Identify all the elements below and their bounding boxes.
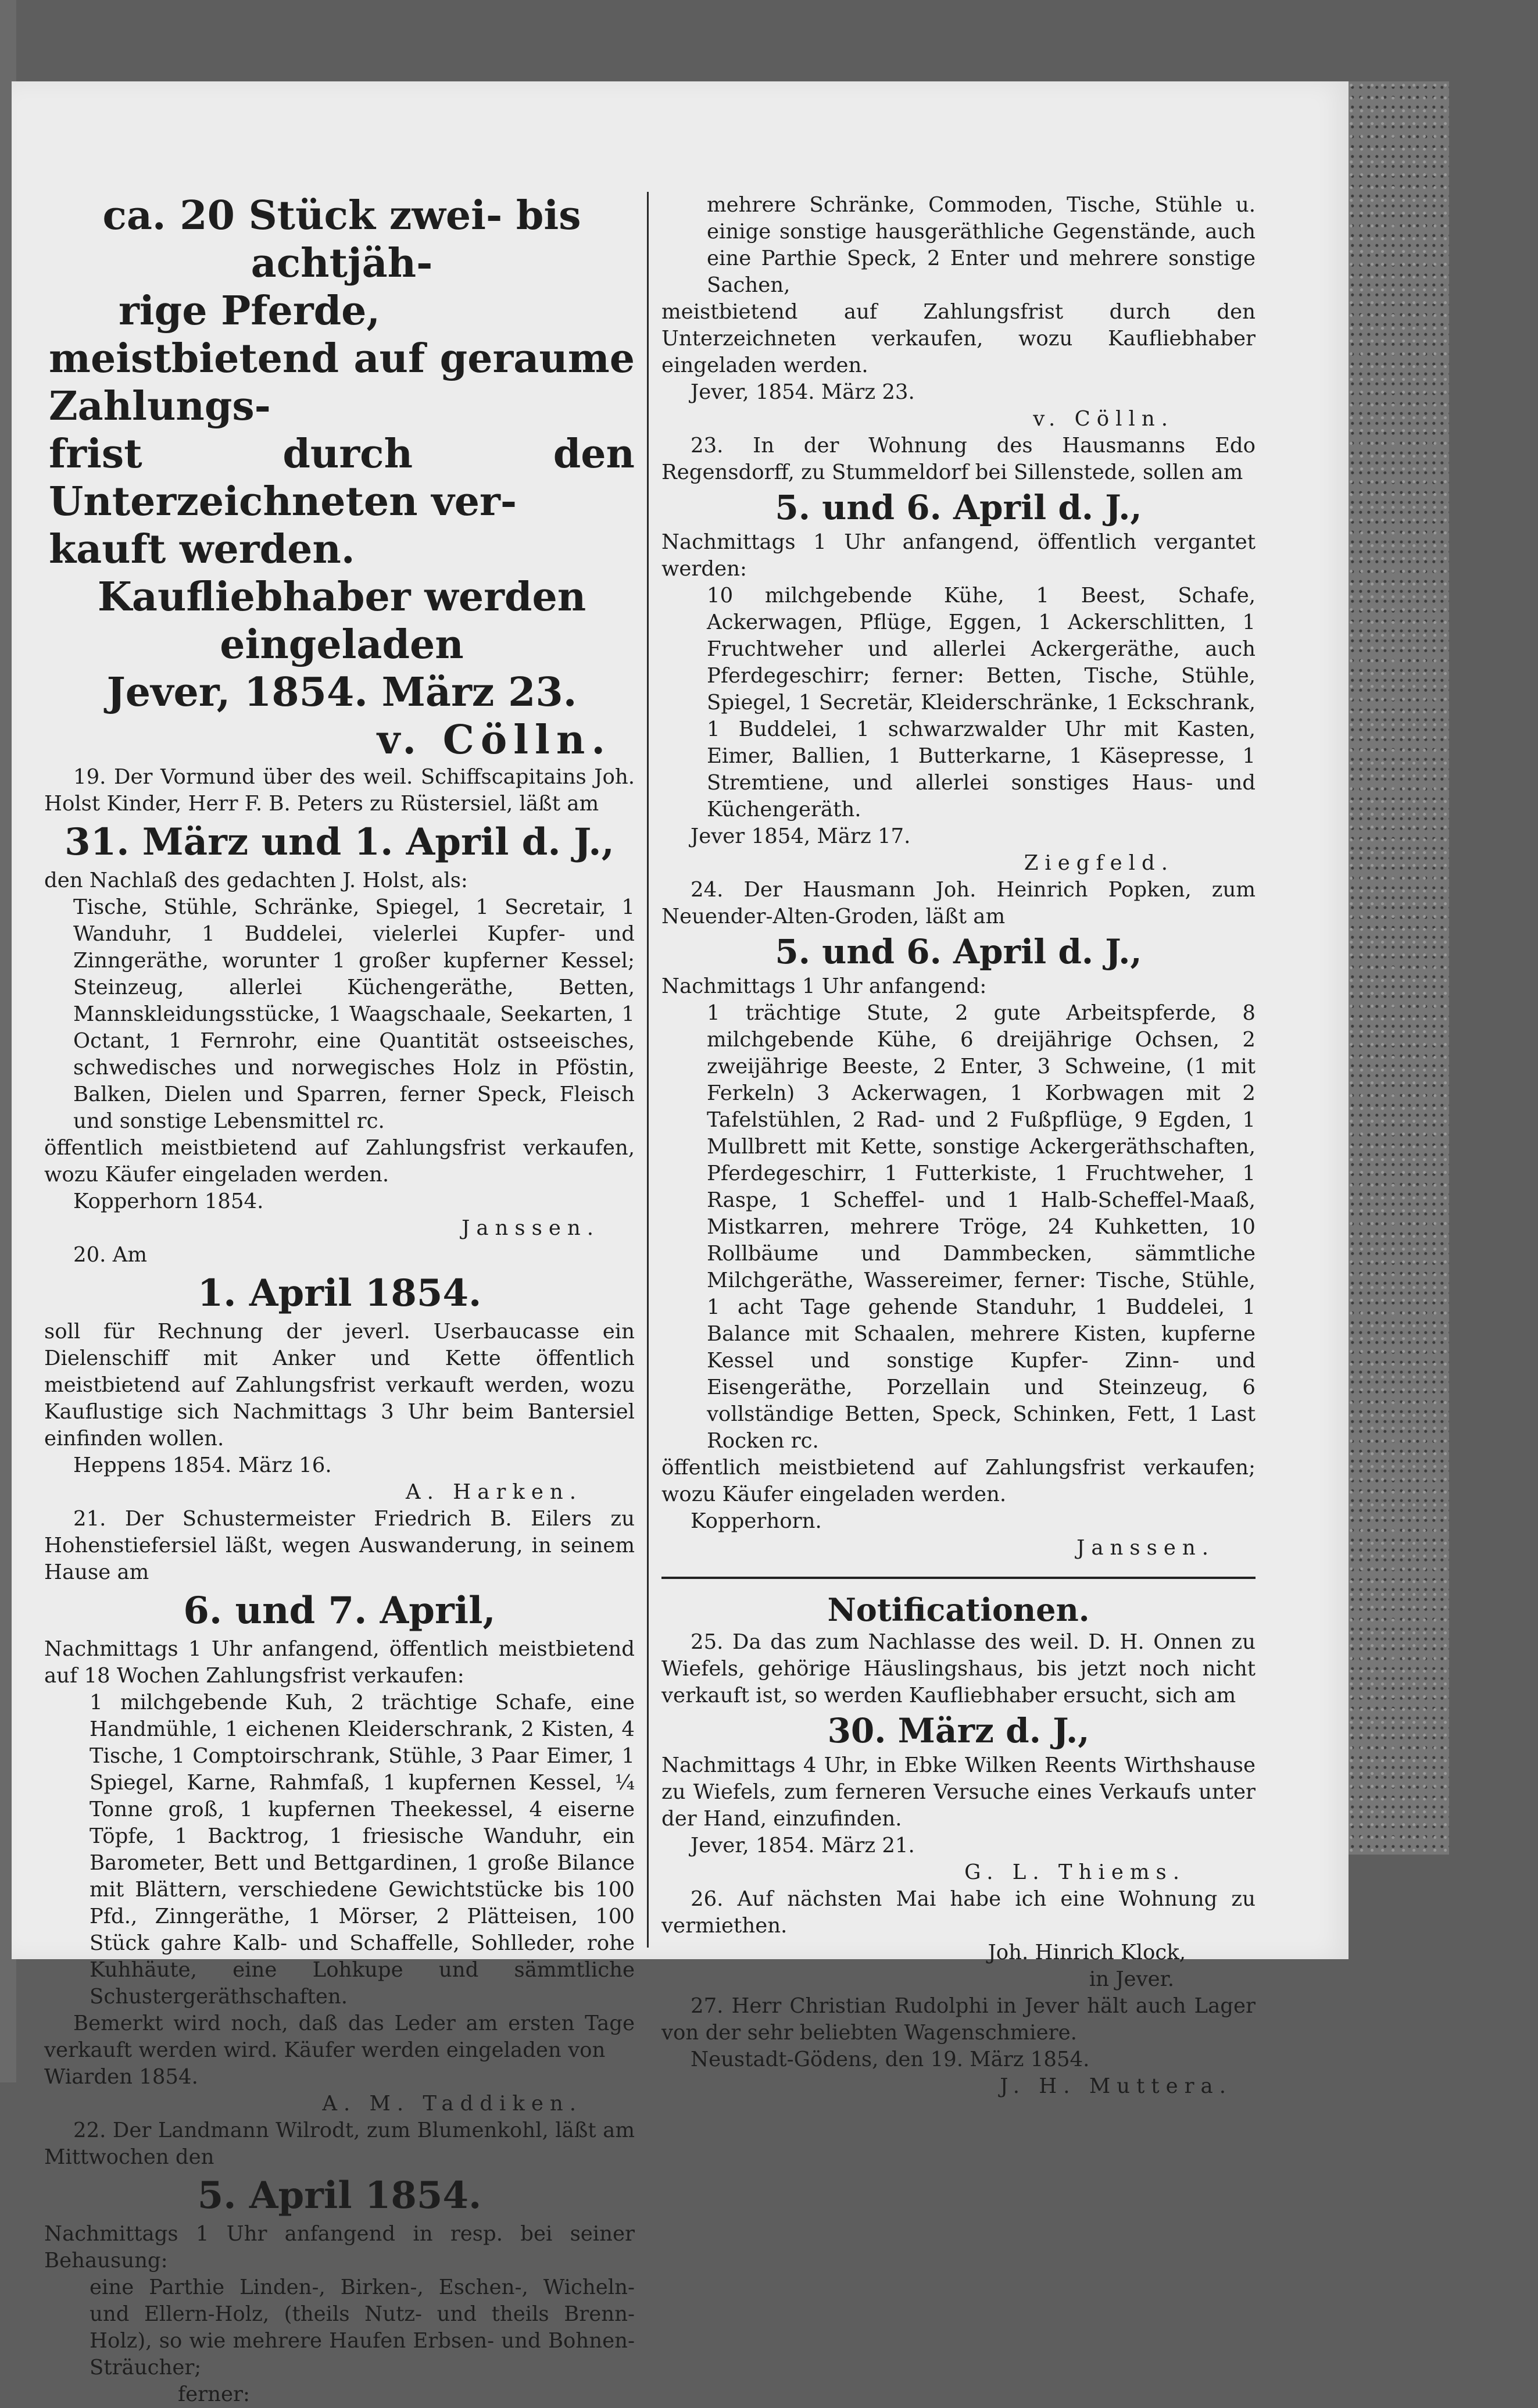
notice-18-line-1: ca. 20 Stück zwei- bis achtjäh- — [102, 192, 581, 287]
notice-25-text: Nachmittags 4 Uhr, in Ebke Wilken Reents Wirthshause zu Wiefels, zum ferneren Versuche eines Verkaufs unter der Hand, einzufinden. — [661, 1753, 1256, 1831]
notice-20-text: soll für Rechnung der jeverl. Userbaucasse ein Dielenschiff mit Anker und Kette öffentlich meistbietend auf Zahlungsfrist verkauft werden, wozu Kauflustige sich Nachmittags 3 Uhr beim Bantersiel einfinden wollen. — [44, 1320, 635, 1450]
notice-22-intro: 22. Der Landmann Wilrodt, zum Blumenkohl, läßt am Mittwochen den — [44, 2118, 635, 2169]
notice-22-ferner: ferner: — [178, 2382, 250, 2406]
notice-19 — [44, 764, 635, 1242]
book-page-edges — [1337, 81, 1449, 1855]
notice-18-line-2: rige Pferde, — [119, 288, 381, 334]
notice-27-signature: J. H. Muttera. — [1000, 2074, 1232, 2098]
column-divider — [647, 192, 649, 1948]
notice-23-items: 10 milchgebende Kühe, 1 Beest, Schafe, Ackerwagen, Pflüge, Eggen, 1 Ackerschlitten, 1 Fruchtweher und allerlei Ackergeräthe, auch Pferdegeschirr; ferner: Betten, Tische, Stühle, Spiegel, 1 Secretär, Kleiderschränke, 1 Eckschrank, 1 Buddelei, 1 schwarzwalder Uhr mit Kasten, Eimer, Ballien, 1 Butterkarne, 1 Käsepresse, 1 Stremtiene, und allerlei sonstiges Haus- und Küchengeräth. — [707, 584, 1256, 821]
notice-25-intro: 25. Da das zum Nachlasse des weil. D. H. Onnen zu Wiefels, gehörige Häuslingshaus, bis jetzt noch nicht verkauft ist, so werden Kaufliebhaber ersucht, sich am — [661, 1630, 1256, 1707]
notice-22-place: Jever, 1854. März 23. — [691, 380, 915, 404]
notice-19-place: Kopperhorn 1854. — [73, 1189, 264, 1213]
notice-27-place: Neustadt-Gödens, den 19. März 1854. — [691, 2048, 1090, 2071]
notice-22-items-2: mehrere Schränke, Commoden, Tische, Stühle u. einige sonstige hausgeräthliche Gegenstände, auch eine Parthie Speck, 2 Enter und mehrere sonstige Sachen, — [707, 193, 1256, 297]
notice-19-text: den Nachlaß des gedachten J. Holst, als: — [44, 869, 468, 892]
notice-21-text: Nachmittags 1 Uhr anfangend, öffentlich meistbietend auf 18 Wochen Zahlungsfrist verkaufen: — [44, 1637, 635, 1688]
notice-19-items: Tische, Stühle, Schränke, Spiegel, 1 Secretair, 1 Wanduhr, 1 Buddelei, vielerlei Kupfer- und Zinngeräthe, worunter 1 großer kupferner Kessel; Steinzeug, allerlei Küchengeräthe, Betten, Mannskleidungsstücke, 1 Waagschaale, Seekarten, 1 Octant, 1 Fernrohr, eine Quantität ostseeisches, schwedisches und norwegisches Holz in Pföstin, Balken, Dielen und Sparren, ferner Speck, Fleisch und sonstige Lebensmittel rc. — [73, 895, 635, 1133]
notice-22-continuation — [661, 192, 1256, 433]
notice-24-place: Kopperhorn. — [691, 1509, 822, 1533]
notice-21-intro: 21. Der Schustermeister Friedrich B. Eilers zu Hohenstiefersiel läßt, wegen Auswanderung, in seinem Hause am — [44, 1507, 635, 1584]
notice-20-intro: 20. Am — [73, 1243, 148, 1267]
notice-24-text-2: öffentlich meistbietend auf Zahlungsfrist verkaufen; wozu Käufer eingeladen werden. — [661, 1456, 1256, 1506]
notice-20-date: 1. April 1854. — [197, 1271, 482, 1315]
notice-21-items: 1 milchgebende Kuh, 2 trächtige Schafe, eine Handmühle, 1 eichenen Kleiderschrank, 2 Kisten, 4 Tische, 1 Comptoirschrank, Stühle, 3 Paar Eimer, 1 Spiegel, Karne, Rahmfaß, 1 kupfernen Kessel, ¼ Tonne groß, 1 kupfernen Theekessel, 4 eiserne Töpfe, 1 Backtrog, 1 friesische Wanduhr, ein Barometer, Bett und Bettgardinen, 1 große Bilance mit Blättern, verschiedene Gewichtstücke bis 100 Pfd., Zinngeräthe, 1 Mörser, 2 Plätteisen, 100 Stück gahre Kalb- und Schaffelle, Sohlleder, rohe Kuhhäute, eine Lohkupe und sämmtliche Schustergeräthschaften. — [90, 1691, 635, 2009]
notice-19-text-2: öffentlich meistbietend auf Zahlungsfrist verkaufen, wozu Käufer eingeladen werden. — [44, 1136, 635, 1187]
notice-20 — [44, 1242, 635, 1506]
notice-22-items: eine Parthie Linden-, Birken-, Eschen-, Wicheln- und Ellern-Holz, (theils Nutz- und theils Brenn-Holz), so wie mehrere Haufen Erbsen- und Bohnen-Sträucher; — [90, 2275, 635, 2380]
notice-18-line-4: frist durch den Unterzeichneten ver- — [49, 431, 635, 525]
right-column — [661, 192, 1256, 2100]
notice-21-text-2: Bemerkt wird noch, daß das Leder am ersten Tage verkauft werden wird. Käufer werden eingeladen von — [44, 2012, 635, 2062]
notice-21-place: Wiarden 1854. — [44, 2065, 198, 2089]
notice-24-signature: Janssen. — [1076, 1536, 1215, 1560]
notice-22-text-2: meistbietend auf Zahlungsfrist durch den Unterzeichneten verkaufen, wozu Kaufliebhaber eingeladen werden. — [661, 300, 1256, 377]
section-divider — [661, 1577, 1256, 1579]
notice-21-date: 6. und 7. April, — [183, 1589, 496, 1632]
notice-23-text: Nachmittags 1 Uhr anfangend, öffentlich vergantet werden: — [661, 530, 1256, 581]
notifications-heading: Notificationen. — [827, 1591, 1090, 1628]
notice-23-signature: Ziegfeld. — [1024, 851, 1174, 875]
notice-26-location: in Jever. — [1089, 1967, 1174, 1991]
notice-25-signature: G. L. Thiems. — [964, 1860, 1186, 1884]
notice-22 — [44, 2117, 635, 2408]
notice-24-items: 1 trächtige Stute, 2 gute Arbeitspferde, 8 milchgebende Kühe, 6 dreijährige Ochsen, 2 zweijährige Beeste, 2 Enter, 3 Schweine, (1 mit Ferkeln) 3 Ackerwagen, 1 Korbwagen mit 2 Tafelstühlen, 2 Rad- und 2 Fußpflüge, 9 Egden, 1 Mullbrett mit Kette, sonstige Ackergeräthschaften, Pferdegeschirr, 1 Futterkiste, 1 Fruchtweher, 1 Raspe, 1 Scheffel- und 1 Halb-Scheffel-Maaß, Mistkarren, mehrere Tröge, 24 Kuhketten, 10 Rollbäume und Dammbecken, sämmtliche Milchgeräthe, Wassereimer, ferner: Tische, Stühle, 1 acht Tage gehende Standuhr, 1 Buddelei, 1 Balance mit Schaalen, mehrere Kisten, kupferne Kessel und sonstige Kupfer- Zinn- und Eisengeräthe, Porzellain und Steinzeug, 6 vollständige Betten, Speck, Schinken, Fett, 1 Last Rocken rc. — [707, 1001, 1256, 1453]
notice-23 — [661, 433, 1256, 877]
notice-27-text: 27. Herr Christian Rudolphi in Jever hält auch Lager von der sehr beliebten Wagenschmiere. — [661, 1994, 1256, 2045]
notice-23-intro: 23. In der Wohnung des Hausmanns Edo Regensdorff, zu Stummeldorf bei Sillenstede, sollen am — [661, 434, 1256, 484]
notice-26-text: 26. Auf nächsten Mai habe ich eine Wohnung zu vermiethen. — [661, 1887, 1256, 1938]
notice-18-line-7: Jever, 1854. März 23. — [106, 669, 577, 716]
notice-24 — [661, 877, 1256, 1562]
notice-22-signature: v. Cölln. — [1033, 407, 1174, 431]
notice-24-text: Nachmittags 1 Uhr anfangend: — [661, 974, 987, 998]
notice-23-date: 5. und 6. April d. J., — [775, 488, 1142, 527]
notice-19-intro: 19. Der Vormund über des weil. Schiffscapitains Joh. Holst Kinder, Herr F. B. Peters zu Rüstersiel, läßt am — [44, 765, 635, 816]
notice-21-signature: A. M. Taddiken. — [322, 2092, 582, 2116]
notice-19-signature: Janssen. — [462, 1216, 600, 1240]
notice-23-place: Jever 1854, März 17. — [691, 824, 911, 848]
newspaper-page — [12, 81, 1349, 2406]
notice-19-date: 31. März und 1. April d. J., — [65, 820, 614, 864]
left-column — [44, 192, 635, 2408]
notifications-section — [661, 1591, 1256, 2100]
notice-24-intro: 24. Der Hausmann Joh. Heinrich Popken, zum Neuender-Alten-Groden, läßt am — [661, 878, 1256, 928]
notice-18-line-5: kauft werden. — [49, 526, 355, 573]
notice-25-date: 30. März d. J., — [827, 1711, 1090, 1750]
notice-18-line-6: Kaufliebhaber werden eingeladen — [97, 574, 586, 668]
notice-22-text: Nachmittags 1 Uhr anfangend in resp. bei seiner Behausung: — [44, 2222, 635, 2273]
notice-18-line-3: meistbietend auf geraume Zahlungs- — [49, 335, 635, 430]
notice-20-place: Heppens 1854. März 16. — [73, 1453, 332, 1477]
notice-18-signature: v. Cölln. — [377, 717, 611, 763]
notice-21 — [44, 1506, 635, 2117]
notice-25-place: Jever, 1854. März 21. — [691, 1834, 915, 1857]
notice-24-date: 5. und 6. April d. J., — [775, 932, 1142, 971]
notice-18-continuation — [44, 192, 635, 764]
notice-22-date: 5. April 1854. — [197, 2174, 482, 2217]
notice-26-signature: Joh. Hinrich Klock, — [988, 1941, 1186, 1964]
notice-20-signature: A. Harken. — [406, 1480, 582, 1504]
